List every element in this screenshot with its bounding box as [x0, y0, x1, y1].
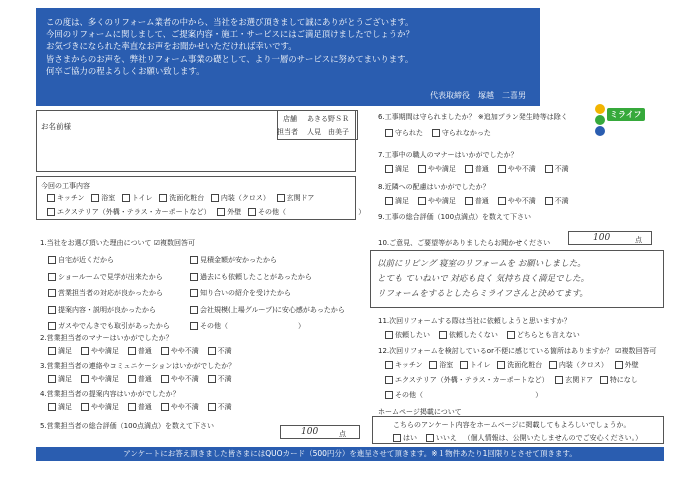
q5-title: 5.営業担当者の総合評価（100点満点）を数えて下さい [40, 422, 215, 430]
homepage-box [372, 416, 664, 444]
q6-title: 6.工事期間は守られましたか？ ※追加プラン発生時等は除く [378, 113, 568, 121]
q12-interior-checkbox[interactable] [549, 361, 557, 369]
q4-opt4-checkbox[interactable] [161, 403, 169, 411]
q12-option-other-close: ） [535, 391, 543, 399]
q2-option-5: 不満 [217, 347, 232, 355]
q12-option-kitchen: キッチン [395, 361, 423, 369]
q12-option-other: その他（ [395, 391, 423, 399]
q11-opt2-checkbox[interactable] [439, 331, 447, 339]
q10-unit: 点 [635, 236, 642, 244]
q11-opt1-checkbox[interactable] [385, 331, 393, 339]
q8-option-5: 不満 [554, 197, 569, 205]
q1-option-showroom: ショールームで見学が出来たから [58, 272, 163, 281]
q5-score-box[interactable] [280, 425, 360, 439]
q6-option-1: 守られた [395, 129, 423, 137]
q12-door-checkbox[interactable] [555, 376, 563, 384]
q12-none-checkbox[interactable] [600, 376, 608, 384]
q3-option-1: 満足 [58, 375, 72, 383]
q12-row-1 [385, 360, 639, 370]
work-option-bath: 浴室 [101, 194, 116, 202]
q12-option-bath: 浴室 [439, 361, 454, 369]
work-option-wall: 外壁 [227, 208, 242, 216]
q2-option-2: やや満足 [90, 347, 119, 355]
banner-line-5: 何卒ご協力の程よろしくお願い致します。 [46, 65, 205, 76]
q1-title: 1.当社をお選び頂いた理由について ☑複数回答可 [40, 239, 196, 247]
q12-row-3 [385, 390, 542, 400]
q12-option-exterior: エクステリア（外構・テラス・カーポートなど） [395, 376, 549, 384]
q10-score: 100 [593, 233, 611, 243]
q12-option-none: 特になし [609, 376, 638, 384]
q10-comment-line-1: 以前にリビング 寝室のリフォームを お願いしました。 [377, 259, 586, 269]
q3-opt1-checkbox[interactable] [48, 375, 56, 383]
q1-proposal-checkbox[interactable] [48, 306, 56, 314]
q3-option-4: やや不満 [170, 375, 199, 383]
q1-option-near: 自宅が近くだから [58, 256, 114, 264]
homepage-question: こちらのアンケート内容をホームページに掲載してもよろしいでしょうか。 [393, 421, 631, 429]
q1-near-checkbox[interactable] [48, 256, 56, 264]
q8-opt1-checkbox[interactable] [385, 197, 393, 205]
q10-title: 10.ご意見、ご要望等がありましたらお聞かせください [378, 239, 551, 247]
q3-option-2: やや満足 [90, 375, 119, 383]
q12-option-door: 玄関ドア [565, 376, 594, 384]
q2-options [48, 346, 232, 356]
q1-right-options [190, 252, 365, 335]
q12-title: 12.次回リフォームを検討しているor不便に感じている箇所はありますか？ ☑複数回答可 [378, 347, 657, 355]
banner-line-1: この度は、多くのリフォーム業者の中から、当社をお選び頂きまして誠にありがとうございます。 [46, 17, 414, 27]
q3-option-3: 普通 [137, 375, 152, 383]
staff-value: 人見 由美子 [307, 128, 349, 136]
name-label: お名前様 [41, 122, 71, 131]
homepage-note: （個人情報は、公開いたしませんのでご安心ください。） [463, 434, 643, 442]
q4-option-1: 満足 [58, 403, 72, 411]
q7-opt2-checkbox[interactable] [418, 165, 426, 173]
q10-comment-line-2: とても ていねいで 対応も良く 気持ち良く満足でした。 [377, 274, 590, 284]
q12-option-wall: 外壁 [624, 361, 639, 369]
q6-opt2-checkbox[interactable] [432, 129, 440, 137]
q4-title: 4.営業担当者の提案内容はいかがでしたか？ [40, 390, 180, 398]
q7-title: 7.工事中の職人のマナーはいかがでしたか？ [378, 151, 518, 159]
q1-staff-checkbox[interactable] [48, 289, 56, 297]
q8-opt3-checkbox[interactable] [465, 197, 473, 205]
banner-signature: 代表取締役 塚越 二喜男 [430, 90, 526, 100]
q8-opt5-checkbox[interactable] [545, 197, 553, 205]
q7-opt5-checkbox[interactable] [545, 165, 553, 173]
logo-text: ミライフ [607, 108, 645, 121]
q2-option-4: やや不満 [170, 347, 199, 355]
q2-opt5-checkbox[interactable] [208, 347, 216, 355]
q4-option-3: 普通 [137, 403, 152, 411]
q4-options [48, 402, 232, 412]
q1-option-proposal: 提案内容・説明が良かったから [58, 305, 156, 314]
q1-option-price: 見積金額が安かったから [200, 256, 277, 264]
q12-other-checkbox[interactable] [385, 391, 393, 399]
q9-title: 9.工事の総合評価（100点満点）を数えて下さい [378, 213, 532, 221]
q12-toilet-checkbox[interactable] [460, 361, 468, 369]
work-interior-checkbox[interactable] [211, 194, 219, 202]
customer-table [36, 110, 356, 172]
q1-referral-checkbox[interactable] [190, 289, 198, 297]
banner-line-3: お気づきになられた率直なお声をお聞かせいただければ幸いです。 [46, 41, 297, 52]
q7-opt4-checkbox[interactable] [498, 165, 506, 173]
homepage-yes-checkbox[interactable] [393, 434, 401, 442]
homepage-yes: はい [403, 434, 417, 442]
q11-option-3: どちらとも言えない [516, 331, 580, 339]
staff-label: 担当者 [277, 128, 298, 136]
work-option-other-close: ） [358, 208, 366, 216]
q1-price-checkbox[interactable] [190, 256, 198, 264]
q8-option-2: やや満足 [427, 197, 456, 205]
q1-scale-checkbox[interactable] [190, 306, 198, 314]
work-title: 今回の工事内容 [41, 182, 90, 190]
q1-option-scale: 会社規模(上場グループ)に安心感があったから [200, 305, 345, 314]
q1-option-gas: ガスやでんきでも取引があったから [58, 322, 170, 330]
q4-option-5: 不満 [217, 403, 232, 411]
mirife-logo [593, 100, 651, 144]
q6-options [385, 128, 491, 138]
work-option-vanity: 洗面化粧台 [169, 194, 205, 202]
q8-option-1: 満足 [395, 197, 409, 205]
q6-option-2: 守られなかった [441, 129, 491, 137]
homepage-no-checkbox[interactable] [426, 434, 434, 442]
q11-options [385, 330, 580, 340]
homepage-title: ホームページ掲載について [378, 408, 462, 416]
q7-options [385, 164, 569, 174]
store-label: 店舗 [283, 115, 297, 123]
q2-opt1-checkbox[interactable] [48, 347, 56, 355]
q7-option-5: 不満 [554, 165, 569, 173]
q3-title: 3.営業担当者の連絡やコミュニケーションはいかがでしたか？ [40, 362, 236, 370]
work-other-checkbox[interactable] [248, 208, 256, 216]
q1-past-checkbox[interactable] [190, 273, 198, 281]
q1-gas-checkbox[interactable] [48, 322, 56, 330]
q2-opt2-checkbox[interactable] [81, 347, 89, 355]
work-toilet-checkbox[interactable] [122, 194, 130, 202]
q11-title: 11.次回リフォームする際は当社に依頼しようと思いますか？ [378, 317, 571, 325]
banner-line-4: 皆さまからのお声を、弊社リフォーム事業の礎として、より一層のサービスに努めてまいります。 [46, 53, 414, 64]
work-type-section [36, 176, 366, 220]
q8-opt4-checkbox[interactable] [498, 197, 506, 205]
q12-vanity-checkbox[interactable] [497, 361, 505, 369]
greeting-banner [36, 8, 540, 106]
q7-option-3: 普通 [474, 165, 489, 173]
q1-option-staff: 営業担当者の対応が良かったから [58, 289, 163, 297]
q7-option-1: 満足 [395, 165, 409, 173]
work-exterior-checkbox[interactable] [47, 208, 55, 216]
q1-option-other-close: ） [298, 322, 305, 330]
q2-option-3: 普通 [137, 347, 152, 355]
work-row-2 [47, 207, 365, 217]
q7-opt1-checkbox[interactable] [385, 165, 393, 173]
q10-comment-line-3: リフォームをするとしたらミライフさんと決めてます。 [377, 289, 588, 299]
q4-opt1-checkbox[interactable] [48, 403, 56, 411]
q8-option-4: やや不満 [507, 197, 536, 205]
q10-comment-box[interactable] [370, 250, 664, 308]
q1-left-options [48, 252, 188, 335]
q7-option-4: やや不満 [507, 165, 536, 173]
q2-title: 2.営業担当者のマナーはいかがでしたか？ [40, 334, 173, 342]
q12-wall-checkbox[interactable] [615, 361, 623, 369]
homepage-no: いいえ [435, 434, 457, 442]
q8-option-3: 普通 [474, 197, 489, 205]
homepage-options [393, 433, 642, 443]
q5-score: 100 [301, 427, 319, 437]
store-value: あきる野ＳＲ [307, 115, 349, 123]
q11-option-1: 依頼したい [395, 331, 430, 339]
q3-opt2-checkbox[interactable] [81, 375, 89, 383]
q12-option-toilet: トイレ [469, 361, 491, 369]
q7-opt3-checkbox[interactable] [465, 165, 473, 173]
q4-opt5-checkbox[interactable] [208, 403, 216, 411]
q8-title: 8.近隣への配慮はいかがでしたか？ [378, 183, 490, 191]
q8-opt2-checkbox[interactable] [418, 197, 426, 205]
q12-option-vanity: 洗面化粧台 [507, 361, 543, 369]
q2-option-1: 満足 [58, 347, 72, 355]
work-row-1 [47, 193, 314, 203]
q10-score-box[interactable] [568, 231, 652, 245]
q12-kitchen-checkbox[interactable] [385, 361, 393, 369]
work-option-kitchen: キッチン [57, 194, 85, 202]
logo-mark-icon [595, 104, 607, 138]
q4-option-2: やや満足 [90, 403, 119, 411]
q11-option-2: 依頼したくない [448, 331, 498, 339]
q12-row-2 [385, 375, 638, 385]
q3-opt4-checkbox[interactable] [161, 375, 169, 383]
work-bath-checkbox[interactable] [91, 194, 99, 202]
q6-opt1-checkbox[interactable] [385, 129, 393, 137]
q12-exterior-checkbox[interactable] [385, 376, 393, 384]
work-option-exterior: エクステリア（外構・テラス・カーポートなど） [57, 208, 211, 216]
q8-options [385, 196, 569, 206]
work-option-toilet: トイレ [131, 194, 153, 202]
q4-opt2-checkbox[interactable] [81, 403, 89, 411]
q1-option-referral: 知り合いの紹介を受けたから [200, 289, 291, 297]
work-option-interior: 内装（クロス） [220, 194, 270, 202]
q4-opt3-checkbox[interactable] [128, 403, 136, 411]
banner-line-2: 今回のリフォームに関しまして、ご提案内容・施工・サービスにはご満足頂けましたでしょうか？ [46, 29, 414, 40]
work-vanity-checkbox[interactable] [159, 194, 167, 202]
q4-option-4: やや不満 [170, 403, 199, 411]
q7-option-2: やや満足 [427, 165, 456, 173]
footer-bar: アンケートにお答え頂きました皆さまにはQUOカード（500円分）を進呈させて頂きます。※１物件あたり1回限りとさせて頂きます。 [36, 447, 664, 461]
work-wall-checkbox[interactable] [217, 208, 225, 216]
q1-option-past: 過去にも依頼したことがあったから [200, 272, 312, 281]
work-option-door: 玄関ドア [286, 194, 315, 202]
work-door-checkbox[interactable] [277, 194, 285, 202]
q12-option-interior: 内装（クロス） [558, 361, 608, 369]
q1-showroom-checkbox[interactable] [48, 273, 56, 281]
q1-option-other: その他（ [200, 322, 228, 330]
work-kitchen-checkbox[interactable] [47, 194, 55, 202]
q3-opt5-checkbox[interactable] [208, 375, 216, 383]
q3-opt3-checkbox[interactable] [128, 375, 136, 383]
q11-opt3-checkbox[interactable] [507, 331, 515, 339]
q12-bath-checkbox[interactable] [429, 361, 437, 369]
q3-option-5: 不満 [217, 375, 232, 383]
q2-opt3-checkbox[interactable] [128, 347, 136, 355]
work-option-other: その他（ [257, 208, 286, 216]
q2-opt4-checkbox[interactable] [161, 347, 169, 355]
q1-other-checkbox[interactable] [190, 322, 198, 330]
q3-options [48, 374, 232, 384]
q5-unit: 点 [339, 430, 346, 438]
